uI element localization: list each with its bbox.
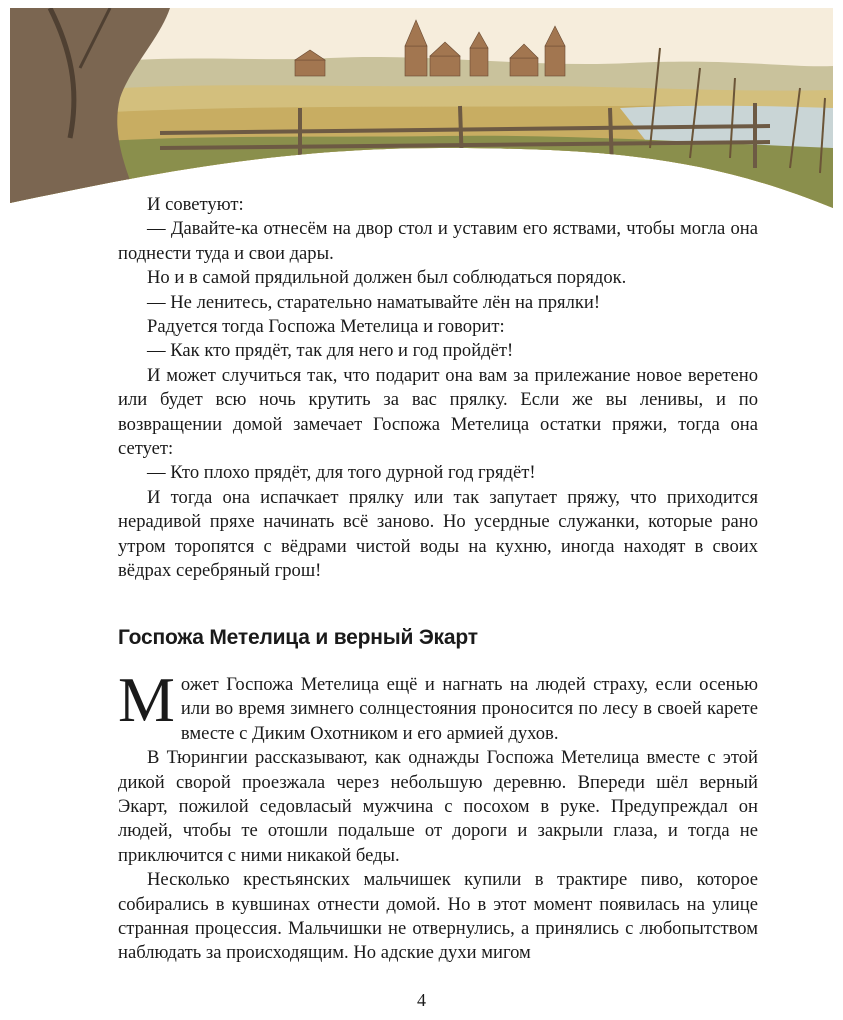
drop-cap-letter: М <box>118 664 175 735</box>
paragraph: В Тюрингии рассказывают, как однажды Госпожа Метелица вместе с этой дикой сворой проезжала через небольшую деревню. Впереди шёл верный Экарт, пожилой седовласый мужчина с посохом в руке. Предупреждал он людей, чтобы те отошли подальше от дороги и закрыли глаза, и тогда не приключится с ними никакой беды. <box>118 747 758 866</box>
paragraph: И тогда она испачкает прялку или так запутает пряжу, что приходится нерадивой пряхе начинать всё заново. Но усердные служанки, которые рано утром торопятся с вёдрами чистой воды на кухню, иногда находят в своих вёдрах серебряный грош! <box>118 486 758 582</box>
paragraph: — Как кто прядёт, так для него и год пройдёт! <box>147 340 514 362</box>
paragraph-with-dropcap <box>118 664 758 746</box>
paragraph: — Не ленитесь, старательно наматывайте лён на прялки! <box>147 291 601 313</box>
paragraph: Радуется тогда Госпожа Метелица и говорит: <box>147 316 505 338</box>
page-number: 4 <box>417 990 426 1010</box>
body-text-block-2 <box>118 664 758 966</box>
paragraph: — Давайте-ка отнесём на двор стол и уставим его яствами, чтобы могла она поднести туда и свои дары. <box>118 218 758 264</box>
paragraph: И может случиться так, что подарит она вам за прилежание новое веретено или будет всю ночь крутить за вас прялку. Если же вы ленивы, и по возвращении домой замечает Госпожа Метелица остатки пряжи, тогда она сетует: <box>118 364 758 460</box>
body-text-block-1 <box>118 193 758 584</box>
paragraph: И советуют: <box>147 194 244 215</box>
paragraph-text: ожет Госпожа Метелица ещё и нагнать на людей страху, если осенью или во время зимнего солнцестояния проносится по лесу в своей карете вместе с Диким Охотником и его армией духов. <box>180 674 758 744</box>
section-heading: Госпожа Метелица и верный Экарт <box>118 626 478 649</box>
paragraph: Несколько крестьянских мальчишек купили в трактире пиво, которое собирались в кувшинах отнести домой. Но в этот момент появилась на улице странная процессия. Мальчишки не отвернулись, а принялись с любопытством наблюдать за происходящим. Но адские духи мигом <box>118 869 758 964</box>
paragraph: — Кто плохо прядёт, для того дурной год грядёт! <box>147 462 536 484</box>
rural-landscape-illustration <box>10 8 833 208</box>
paragraph: Но и в самой прядильной должен был соблюдаться порядок. <box>147 267 627 289</box>
